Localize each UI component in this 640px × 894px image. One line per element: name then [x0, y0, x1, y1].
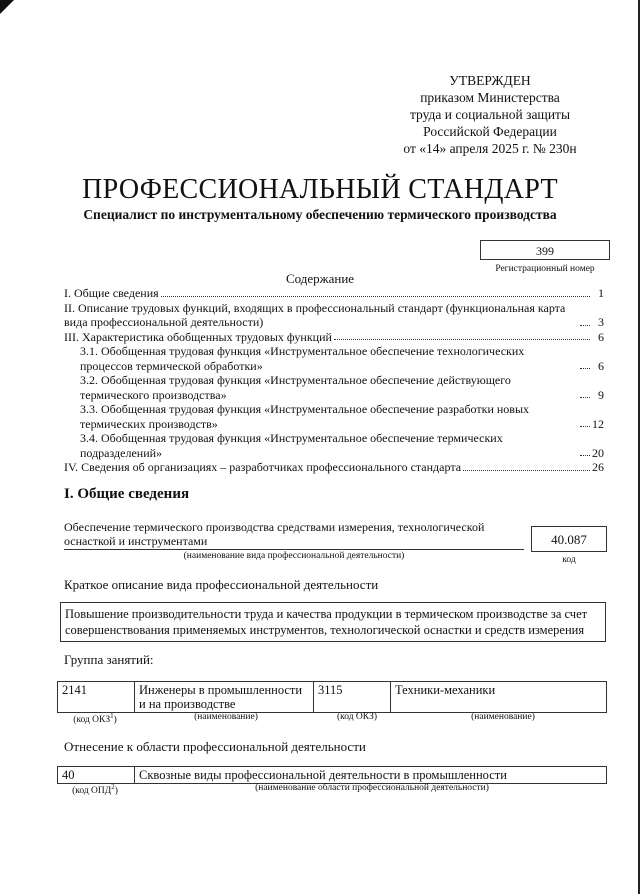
okz-code-caption: (код ОКЗ) — [336, 712, 378, 722]
occupation-table — [57, 681, 607, 713]
caption-text: ) — [114, 786, 118, 797]
okz-code-caption — [57, 712, 133, 725]
toc-item-page: 20 — [592, 445, 604, 460]
toc-leader-dots — [580, 426, 590, 427]
activity-caption: (наименование вида профессиональной деятельности) — [183, 551, 405, 561]
occupation-group-label: Группа занятий: — [64, 652, 154, 667]
toc-title: Содержание — [285, 271, 355, 286]
toc-leader-dots — [580, 455, 590, 456]
toc-item-page: 9 — [598, 387, 604, 402]
toc-item[interactable] — [64, 402, 604, 431]
toc-item[interactable] — [64, 301, 604, 330]
document-title: ПРОФЕССИОНАЛЬНЫЙ СТАНДАРТ — [82, 174, 558, 205]
toc-item-page: 1 — [598, 286, 604, 300]
opd-code-caption — [57, 783, 133, 796]
toc-item-page: 12 — [592, 416, 604, 431]
table-row — [58, 767, 607, 784]
activity-code-box: 40.087 — [531, 526, 607, 552]
registration-number-box: 399 — [480, 240, 610, 260]
okz-name-caption: (наименование) — [471, 712, 535, 722]
toc-item[interactable] — [64, 344, 604, 373]
caption-text: ) — [113, 715, 117, 726]
scan-corner-mark — [0, 0, 14, 14]
opd-name-cell: Сквозные виды профессиональной деятельности в промышленности — [135, 767, 607, 784]
toc-item-text: 3.3. Обобщенная трудовая функция «Инструментальное обеспечение разработки новых термических производств» — [80, 402, 530, 431]
toc-item-text: II. Описание трудовых функций, входящих в профессиональный стандарт (функциональная карта вида профессиональной деятельности) — [64, 300, 566, 329]
toc-item-text: 3.2. Обобщенная трудовая функция «Инструментальное обеспечение действующего термического производства» — [80, 373, 511, 402]
approval-line: УТВЕРЖДЕН — [449, 73, 531, 88]
activity-code-caption: код — [562, 555, 576, 565]
toc-item[interactable] — [64, 286, 604, 301]
approval-line: Российской Федерации — [423, 124, 557, 139]
toc-item-text: III. Характеристика обобщенных трудовых функций — [64, 329, 332, 344]
brief-description-label: Краткое описание вида профессиональной деятельности — [64, 577, 379, 592]
toc-item-text: IV. Сведения об организациях – разработчиках профессионального стандарта — [64, 460, 462, 474]
table-of-contents — [64, 286, 604, 475]
toc-item[interactable] — [64, 431, 604, 460]
approval-line: от «14» апреля 2025 г. № 230н — [403, 141, 577, 156]
occupation-code-cell: 3115 — [314, 682, 391, 713]
toc-leader-dots — [334, 339, 590, 340]
opd-table — [57, 766, 607, 784]
activity-name: Обеспечение термического производства средствами измерения, технологической оснасткой и инструментами — [64, 520, 485, 548]
toc-leader-dots — [463, 470, 590, 471]
footnote-mark: 1 — [110, 712, 114, 720]
opd-label: Отнесение к области профессиональной деятельности — [64, 739, 366, 754]
footnote-mark: 2 — [111, 783, 115, 791]
toc-item-page: 26 — [592, 460, 604, 474]
toc-leader-dots — [580, 397, 590, 398]
table-row — [58, 682, 607, 713]
occupation-code-cell: 2141 — [58, 682, 135, 713]
activity-underline — [64, 549, 524, 550]
approval-stamp-block — [360, 72, 620, 157]
occupation-name-cell: Техники-механики — [391, 682, 607, 713]
occupation-name-cell: Инженеры в промышленности и на производстве — [135, 682, 314, 713]
toc-item-page: 3 — [598, 315, 604, 329]
toc-leader-dots — [580, 368, 590, 369]
toc-item[interactable] — [64, 330, 604, 345]
brief-description-box: Повышение производительности труда и качества продукции в термическом производстве за счет совершенствования применяемых инструментов, технологической оснастки и средств измерения — [60, 602, 606, 642]
toc-item[interactable] — [64, 373, 604, 402]
toc-leader-dots — [161, 296, 590, 297]
toc-item-text: 3.1. Обобщенная трудовая функция «Инструментальное обеспечение технологических процессов термической обработки» — [80, 344, 525, 373]
toc-leader-dots — [580, 325, 590, 326]
toc-item-text: I. Общие сведения — [64, 286, 159, 300]
opd-code-cell: 40 — [58, 767, 135, 784]
registration-number-label: Регистрационный номер — [495, 264, 595, 274]
toc-item-page: 6 — [598, 358, 604, 373]
toc-item-page: 6 — [598, 329, 604, 344]
toc-item[interactable] — [64, 460, 604, 475]
approval-line: приказом Министерства — [420, 90, 560, 105]
opd-name-caption: (наименование области профессиональной деятельности) — [255, 783, 489, 793]
caption-text: (код ОКЗ — [73, 715, 111, 726]
okz-name-caption: (наименование) — [194, 712, 258, 722]
approval-line: труда и социальной защиты — [409, 107, 571, 122]
toc-item-text: 3.4. Обобщенная трудовая функция «Инструментальное обеспечение термических подразделений» — [80, 431, 503, 460]
section-heading: I. Общие сведения — [64, 486, 190, 502]
caption-text: (код ОПД — [72, 786, 112, 797]
document-subtitle: Специалист по инструментальному обеспечению термического производства — [83, 207, 557, 222]
